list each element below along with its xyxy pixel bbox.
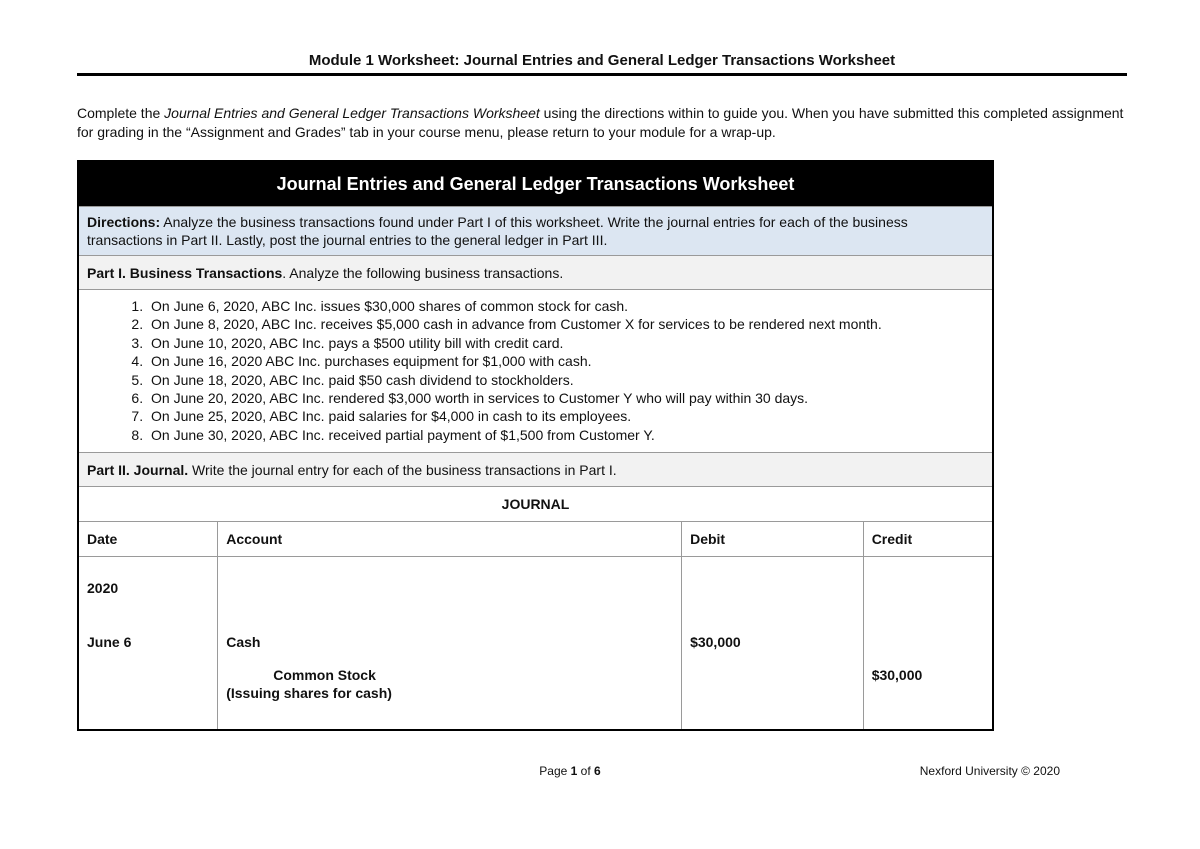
transaction-item: 6. On June 20, 2020, ABC Inc. rendered $3,000 worth in services to Customer Y who will pay within 30 days. bbox=[147, 389, 984, 407]
entry-debit-account: Cash bbox=[226, 634, 261, 651]
page-label: Page bbox=[539, 764, 568, 778]
transaction-item: 8. On June 30, 2020, ABC Inc. received partial payment of $1,500 from Customer Y. bbox=[147, 426, 984, 444]
transaction-item: 4. On June 16, 2020 ABC Inc. purchases equipment for $1,000 with cash. bbox=[147, 352, 984, 370]
intro-text-end: using the directions within to guide you. When you have submitted this completed assignment for grading in the “Assignment and Grades” tab in your course menu, please return to your module for a wrap-up. bbox=[77, 105, 1124, 140]
entry-credit-account: Common Stock bbox=[273, 667, 376, 684]
intro-worksheet-name: Journal Entries and General Ledger Transactions Worksheet bbox=[164, 105, 540, 121]
part1-label: Part I. Business Transactions bbox=[87, 264, 283, 281]
entry-debit-cell bbox=[682, 557, 864, 731]
entry-credit-cell bbox=[863, 557, 993, 731]
page-title: Module 1 Worksheet: Journal Entries and General Ledger Transactions Worksheet bbox=[308, 52, 896, 69]
col-header-account: Account bbox=[218, 522, 682, 557]
page-number bbox=[480, 764, 660, 778]
transactions-cell bbox=[78, 290, 993, 453]
entry-debit-amount: $30,000 bbox=[690, 634, 741, 651]
transaction-item: 2. On June 8, 2020, ABC Inc. receives $5,000 cash in advance from Customer X for services to be rendered next month. bbox=[147, 315, 984, 333]
transaction-list bbox=[87, 297, 984, 444]
intro-paragraph bbox=[77, 104, 1127, 142]
transaction-item: 7. On June 25, 2020, ABC Inc. paid salaries for $4,000 in cash to its employees. bbox=[147, 407, 984, 425]
part2-text: Write the journal entry for each of the business transactions in Part I. bbox=[188, 461, 617, 478]
transaction-item: 5. On June 18, 2020, ABC Inc. paid $50 cash dividend to stockholders. bbox=[147, 371, 984, 389]
part2-heading bbox=[78, 453, 993, 487]
part2-label: Part II. Journal. bbox=[87, 461, 189, 478]
page-of: of bbox=[580, 764, 591, 778]
transaction-item: 3. On June 10, 2020, ABC Inc. pays a $500 utility bill with credit card. bbox=[147, 334, 984, 352]
part1-text: . Analyze the following business transactions. bbox=[282, 264, 564, 281]
header-divider bbox=[77, 73, 1127, 76]
journal-header-row bbox=[78, 522, 993, 557]
entry-date-cell bbox=[78, 557, 218, 731]
col-header-debit: Debit bbox=[682, 522, 864, 557]
copyright-notice: Nexford University © 2020 bbox=[919, 764, 1060, 778]
intro-text-start: Complete the bbox=[77, 105, 165, 121]
part1-heading bbox=[78, 256, 993, 290]
entry-date: June 6 bbox=[87, 634, 132, 651]
page-total: 6 bbox=[594, 764, 601, 778]
col-header-credit: Credit bbox=[863, 522, 993, 557]
journal-title: JOURNAL bbox=[78, 487, 993, 522]
entry-credit-amount: $30,000 bbox=[871, 667, 923, 684]
directions-text: Analyze the business transactions found under Part I of this worksheet. Write the journal entries for each of the business transactions in Part II. Lastly, post the journal entries to the general ledger in Part III. bbox=[87, 214, 908, 248]
directions-box bbox=[78, 207, 993, 256]
directions-label: Directions: bbox=[87, 214, 161, 230]
entry-year: 2020 bbox=[87, 580, 119, 597]
entry-account-cell bbox=[218, 557, 682, 731]
journal-entry-row bbox=[78, 557, 993, 731]
worksheet-title: Journal Entries and General Ledger Transactions Worksheet bbox=[78, 161, 993, 207]
entry-memo: (Issuing shares for cash) bbox=[226, 685, 392, 702]
col-header-date: Date bbox=[78, 522, 218, 557]
transaction-item: 1. On June 6, 2020, ABC Inc. issues $30,000 shares of common stock for cash. bbox=[147, 297, 984, 315]
worksheet-table bbox=[77, 160, 994, 731]
page-current: 1 bbox=[570, 764, 578, 778]
